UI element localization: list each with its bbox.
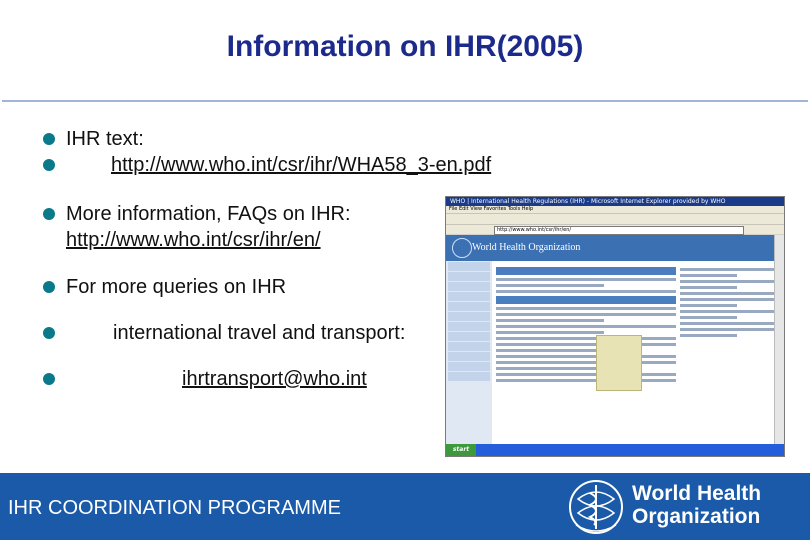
bullet-dot xyxy=(43,159,55,171)
text-line xyxy=(680,310,775,313)
sidebar-item xyxy=(448,302,490,311)
text-line xyxy=(680,298,775,301)
browser-address-bar xyxy=(446,224,784,234)
text-line xyxy=(496,290,676,293)
browser-toolbar xyxy=(446,213,784,224)
bullet-travel-transport: international travel and transport: xyxy=(113,322,406,344)
sidebar-item xyxy=(448,272,490,281)
text-line xyxy=(496,337,676,340)
start-button: start xyxy=(446,444,476,456)
site-main-content xyxy=(496,265,676,444)
text-line xyxy=(496,349,604,352)
bullet-dot xyxy=(43,373,55,385)
slide-title: Information on IHR(2005) xyxy=(226,30,584,63)
content-heading xyxy=(496,296,676,304)
browser-title-bar: WHO | International Health Regulations (IHR) - Microsoft Internet Explorer provided by WHO xyxy=(446,197,784,206)
site-right-column xyxy=(680,265,775,444)
browser-page xyxy=(446,235,775,444)
bullet-more-info: More information, FAQs on IHR: xyxy=(66,203,351,225)
text-line xyxy=(680,334,737,337)
sidebar-item xyxy=(448,312,490,321)
text-line xyxy=(680,292,775,295)
sidebar-item xyxy=(448,372,490,381)
sidebar-item xyxy=(448,292,490,301)
text-line xyxy=(496,361,676,364)
who-site-name: World Health Organization xyxy=(472,242,581,253)
text-line xyxy=(680,280,775,283)
text-line xyxy=(496,331,604,334)
text-line xyxy=(680,328,775,331)
bullet-dot xyxy=(43,281,55,293)
text-line xyxy=(496,325,676,328)
who-name-line2: Organization xyxy=(632,505,761,528)
embedded-browser-screenshot xyxy=(445,196,785,457)
sidebar-item xyxy=(448,342,490,351)
sidebar-item xyxy=(448,332,490,341)
browser-menu-bar: File Edit View Favorites Tools Help xyxy=(446,206,784,213)
text-line xyxy=(680,322,775,325)
ihr-transport-email-link[interactable]: ihrtransport@who.int xyxy=(182,368,367,390)
text-line xyxy=(496,278,676,281)
text-line xyxy=(496,284,604,287)
browser-scrollbar xyxy=(774,235,784,444)
content-heading xyxy=(496,267,676,275)
sidebar-item xyxy=(448,362,490,371)
who-site-header xyxy=(446,235,775,261)
text-line xyxy=(496,355,676,358)
ihr-faq-link[interactable]: http://www.who.int/csr/ihr/en/ xyxy=(66,229,321,251)
text-line xyxy=(680,274,737,277)
text-line xyxy=(680,268,775,271)
text-line xyxy=(496,367,604,370)
bullet-ihr-text: IHR text: xyxy=(66,128,144,150)
windows-taskbar xyxy=(446,444,784,456)
bullet-queries: For more queries on IHR xyxy=(66,276,287,298)
who-emblem-icon xyxy=(568,479,624,535)
text-line xyxy=(496,319,604,322)
browser-address-field: http://www.who.int/csr/ihr/en/ xyxy=(494,226,744,235)
title-divider xyxy=(2,100,808,102)
who-emblem-icon xyxy=(452,238,472,258)
who-name xyxy=(632,482,761,528)
text-line xyxy=(680,316,737,319)
text-line xyxy=(496,379,676,382)
site-sidebar xyxy=(446,261,492,444)
text-line xyxy=(496,313,676,316)
bullet-dot xyxy=(43,133,55,145)
bullet-dot xyxy=(43,327,55,339)
ihr-text-link[interactable]: http://www.who.int/csr/ihr/WHA58_3-en.pdf xyxy=(111,154,492,176)
ihr-book-cover-image xyxy=(596,335,642,391)
text-line xyxy=(680,286,737,289)
text-line xyxy=(496,343,676,346)
sidebar-item xyxy=(448,262,490,271)
text-line xyxy=(496,373,676,376)
who-name-line1: World Health xyxy=(632,482,762,505)
bullet-dot xyxy=(43,208,55,220)
programme-name: IHR COORDINATION PROGRAMME xyxy=(8,497,341,519)
sidebar-item xyxy=(448,322,490,331)
text-line xyxy=(496,307,676,310)
footer-band xyxy=(0,473,810,540)
sidebar-item xyxy=(448,282,490,291)
text-line xyxy=(680,304,737,307)
sidebar-item xyxy=(448,352,490,361)
